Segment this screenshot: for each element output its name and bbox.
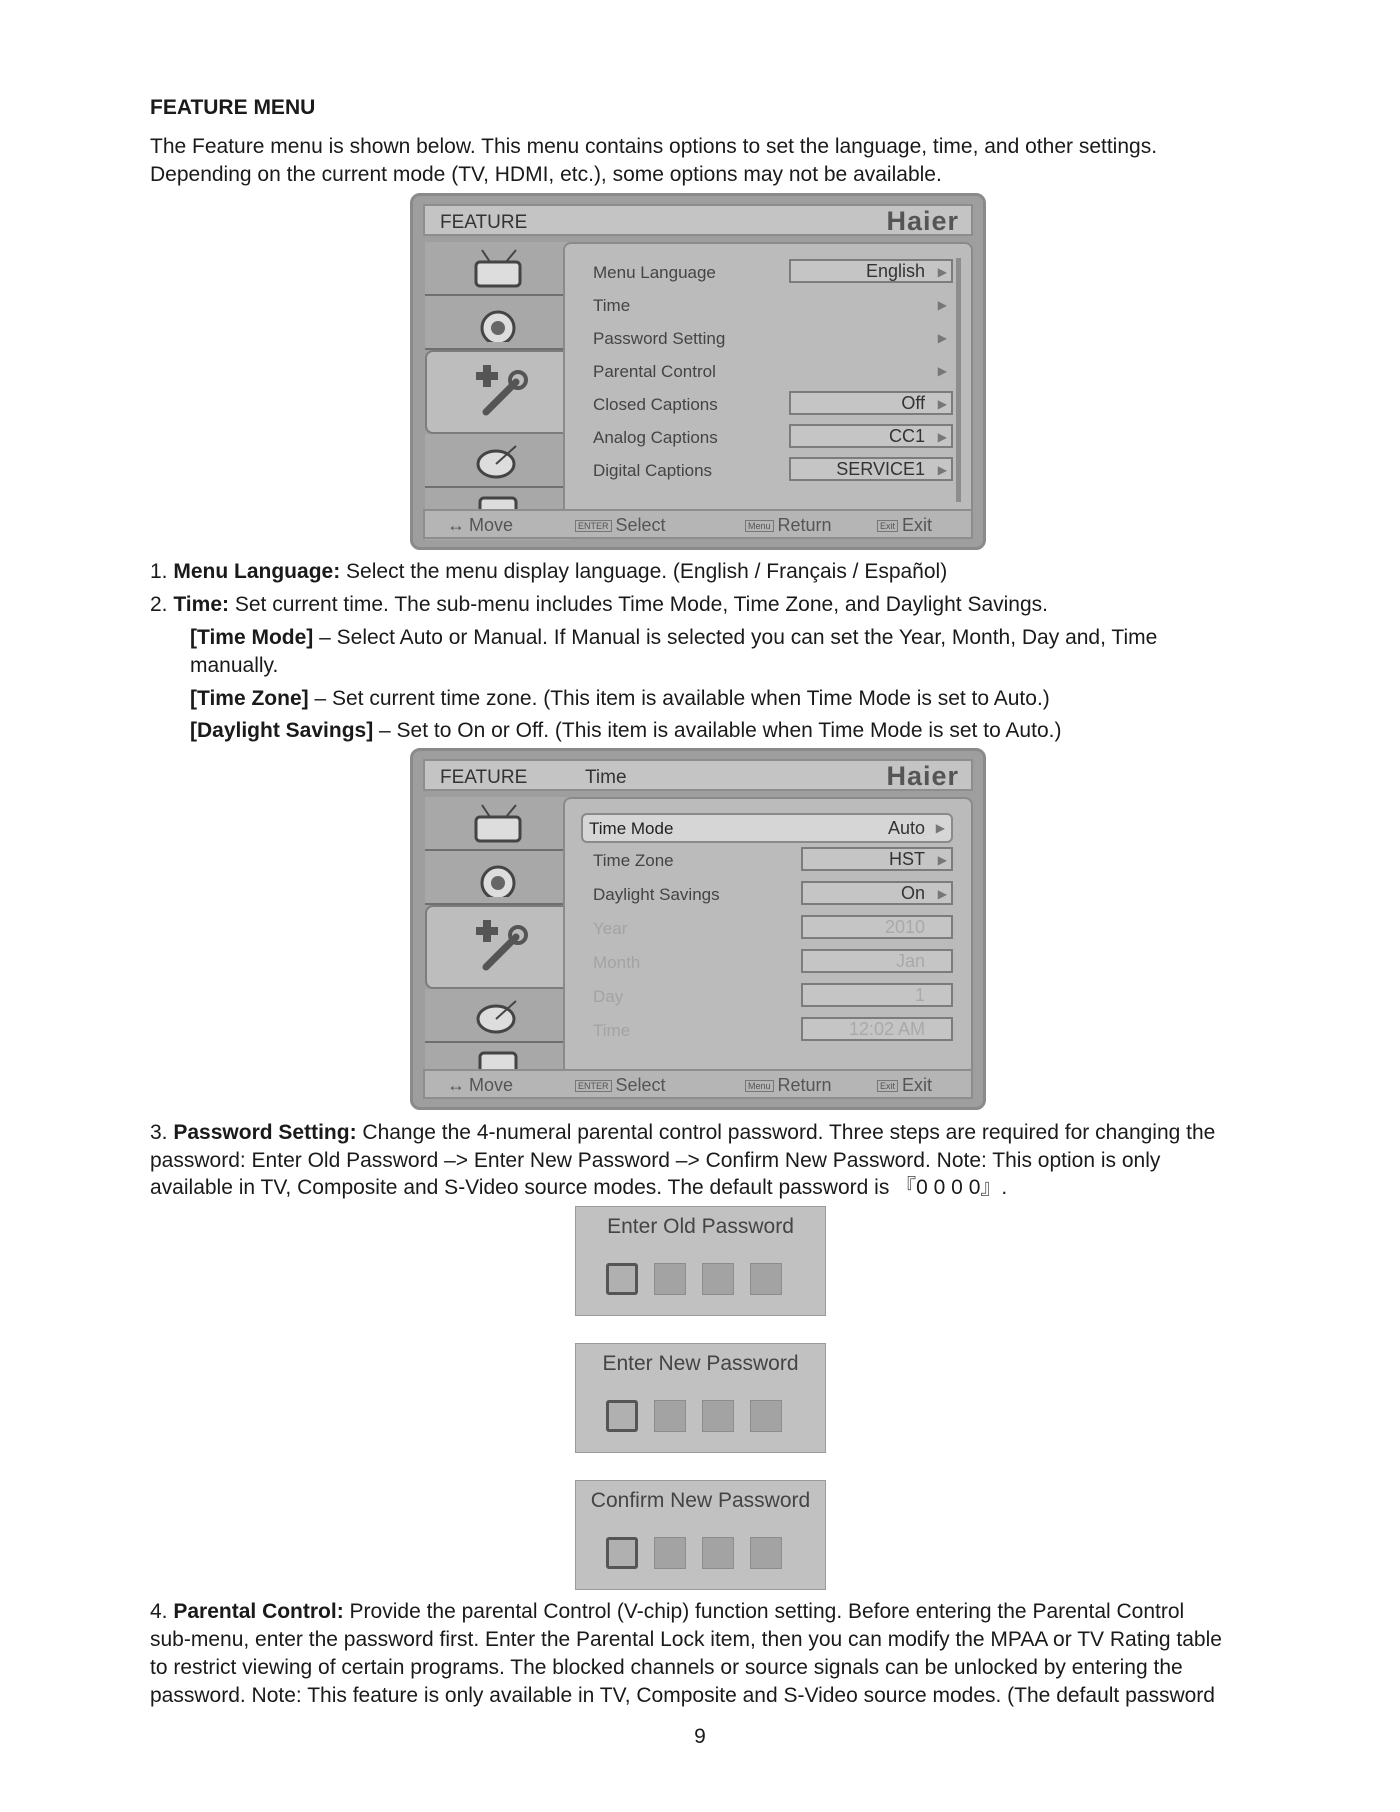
row-label: Time (593, 1021, 631, 1040)
move-icon: ↔ (447, 1075, 465, 1095)
time-options-panel (563, 797, 973, 1075)
footer-select: Select (615, 1075, 666, 1095)
row-label: Daylight Savings (593, 885, 720, 904)
footer-select: Select (615, 515, 666, 535)
move-icon: ↔ (447, 515, 465, 535)
speaker-icon[interactable] (425, 851, 571, 905)
menu-footer (423, 1069, 973, 1099)
time-row-time (587, 1017, 953, 1043)
right-arrow-icon: ▶ (937, 853, 947, 867)
confirm-new-password-dialog (575, 1480, 826, 1590)
menu-key-icon: Menu (745, 1080, 774, 1092)
item-parental-control: 4. Parental Control: Provide the parental Control (V-chip) function setting. Before entering the Parental Control (150, 1600, 1185, 1623)
item-parental-line-4: password. Note: This feature is only available in TV, Composite and S-Video source modes. (The default password (150, 1684, 1215, 1707)
row-value: English (789, 259, 953, 283)
feature-menu-screenshot (410, 193, 986, 550)
time-row-day (587, 983, 953, 1009)
menu-row-time[interactable] (587, 292, 953, 318)
right-arrow-icon: ▶ (937, 331, 947, 345)
digit-field[interactable] (750, 1263, 782, 1295)
item-menu-language: 1. Menu Language: Select the menu display language. (English / Français / Español) (150, 560, 948, 583)
item-time-mode-cont: manually. (190, 654, 279, 677)
row-value: Off (789, 391, 953, 415)
digit-field[interactable] (702, 1263, 734, 1295)
setup-tools-icon[interactable] (425, 905, 577, 989)
row-label: Menu Language (593, 263, 716, 282)
digit-field[interactable] (606, 1537, 638, 1569)
row-label: Time (593, 296, 631, 315)
footer-exit: Exit (902, 515, 933, 535)
menu-subtitle: Time (585, 767, 627, 788)
row-label: Analog Captions (593, 428, 718, 447)
row-value: Jan (801, 949, 953, 973)
haier-logo: Haier (886, 206, 959, 236)
time-row-month (587, 949, 953, 975)
item-password-setting: 3. Password Setting: Change the 4-numeral parental control password. Three steps are required for changing the (150, 1121, 1216, 1144)
dialog-title: Enter New Password (602, 1352, 799, 1375)
exit-key-icon: Exit (877, 1080, 898, 1092)
row-label: Digital Captions (593, 461, 713, 480)
right-arrow-icon: ▶ (937, 397, 947, 411)
row-label: Day (593, 987, 624, 1006)
intro-line-1: The Feature menu is shown below. This menu contains options to set the language, time, and other settings. (150, 135, 1158, 158)
menu-row-analog-captions[interactable] (587, 424, 953, 450)
row-value: CC1 (789, 424, 953, 448)
menu-options-panel (563, 242, 973, 520)
menu-row-menu-language[interactable] (587, 259, 953, 285)
digit-field[interactable] (702, 1537, 734, 1569)
row-label: Password Setting (593, 329, 726, 348)
row-label: Month (593, 953, 641, 972)
digit-field[interactable] (654, 1537, 686, 1569)
footer-return: Return (777, 1075, 832, 1095)
footer-move: Move (469, 1075, 514, 1095)
row-value: 12:02 AM (801, 1017, 953, 1041)
setup-tools-icon[interactable] (425, 350, 577, 434)
satellite-icon[interactable] (425, 989, 571, 1043)
time-row-time-zone[interactable] (587, 847, 953, 873)
time-row-time-mode[interactable] (581, 813, 953, 843)
time-menu-screenshot (410, 748, 986, 1110)
row-label: Closed Captions (593, 395, 718, 414)
row-value: 1 (801, 983, 953, 1007)
exit-key-icon: Exit (877, 520, 898, 532)
enter-old-password-dialog (575, 1206, 826, 1316)
right-arrow-icon: ▶ (937, 463, 947, 477)
footer-return: Return (777, 515, 832, 535)
footer-exit: Exit (902, 1075, 933, 1095)
row-value: Auto (887, 818, 925, 838)
enter-key-icon: ENTER (575, 1080, 612, 1092)
digit-field[interactable] (750, 1400, 782, 1432)
menu-row-closed-captions[interactable] (587, 391, 953, 417)
row-label: Time Mode (589, 819, 674, 838)
menu-title: FEATURE (440, 212, 528, 233)
menu-row-password-setting[interactable] (587, 325, 953, 351)
time-row-daylight-savings[interactable] (587, 881, 953, 907)
menu-icon-column (425, 797, 571, 1095)
right-arrow-icon: ▶ (937, 430, 947, 444)
digit-field[interactable] (750, 1537, 782, 1569)
row-value: 2010 (801, 915, 953, 939)
menu-row-digital-captions[interactable] (587, 457, 953, 483)
section-heading: FEATURE MENU (150, 96, 316, 119)
enter-new-password-dialog (575, 1343, 826, 1453)
right-arrow-icon: ▶ (937, 298, 947, 312)
digit-field[interactable] (654, 1400, 686, 1432)
menu-title-bar (423, 204, 973, 236)
item-time-zone: [Time Zone] – Set current time zone. (This item is available when Time Mode is set to Auto.) (190, 687, 1050, 710)
haier-logo: Haier (886, 761, 959, 791)
item-parental-line-3: to restrict viewing of certain programs. The blocked channels or source signals can be unlocked by entering the (150, 1656, 1183, 1679)
row-label: Year (593, 919, 628, 938)
right-arrow-icon: ▶ (937, 887, 947, 901)
row-value: HST (801, 847, 953, 871)
item-password-line-3: available in TV, Composite and S-Video source modes. The default password is 『0 0 0 0』. (150, 1176, 1008, 1199)
menu-title-bar (423, 759, 973, 791)
item-time: 2. Time: Set current time. The sub-menu includes Time Mode, Time Zone, and Daylight Savings. (150, 593, 1048, 616)
item-time-mode: [Time Mode] – Select Auto or Manual. If Manual is selected you can set the Year, Month, Day and, Time (190, 626, 1158, 649)
menu-key-icon: Menu (745, 520, 774, 532)
time-row-year (587, 915, 953, 941)
item-password-line-2: password: Enter Old Password –> Enter New Password –> Confirm New Password. Note: This option is only (150, 1149, 1161, 1172)
right-arrow-icon: ▶ (937, 364, 947, 378)
speaker-icon[interactable] (425, 296, 571, 350)
page-number: 9 (694, 1725, 706, 1748)
menu-title: FEATURE (440, 767, 528, 788)
right-arrow-icon: ▶ (935, 821, 945, 835)
item-parental-line-2: sub-menu, enter the password first. Enter the Parental Lock item, then you can modify the MPAA or TV Rating table (150, 1628, 1222, 1651)
footer-move: Move (469, 515, 514, 535)
satellite-icon[interactable] (425, 434, 571, 488)
menu-icon-column (425, 242, 571, 540)
menu-row-parental-control[interactable] (587, 358, 953, 384)
row-label: Time Zone (593, 851, 674, 870)
digit-field[interactable] (702, 1400, 734, 1432)
digit-field[interactable] (606, 1400, 638, 1432)
dialog-title: Enter Old Password (607, 1215, 794, 1238)
right-arrow-icon: ▶ (937, 265, 947, 279)
row-value: SERVICE1 (789, 457, 953, 481)
digit-field[interactable] (606, 1263, 638, 1295)
menu-footer (423, 509, 973, 539)
enter-key-icon: ENTER (575, 520, 612, 532)
scrollbar[interactable] (956, 258, 961, 502)
digit-field[interactable] (654, 1263, 686, 1295)
intro-line-2: Depending on the current mode (TV, HDMI, etc.), some options may not be available. (150, 163, 942, 186)
tv-icon[interactable] (425, 797, 571, 851)
tv-icon[interactable] (425, 242, 571, 296)
row-label: Parental Control (593, 362, 716, 381)
dialog-title: Confirm New Password (590, 1489, 811, 1512)
row-value: On (801, 881, 953, 905)
item-daylight-savings: [Daylight Savings] – Set to On or Off. (This item is available when Time Mode is set to Auto.) (190, 719, 1062, 742)
